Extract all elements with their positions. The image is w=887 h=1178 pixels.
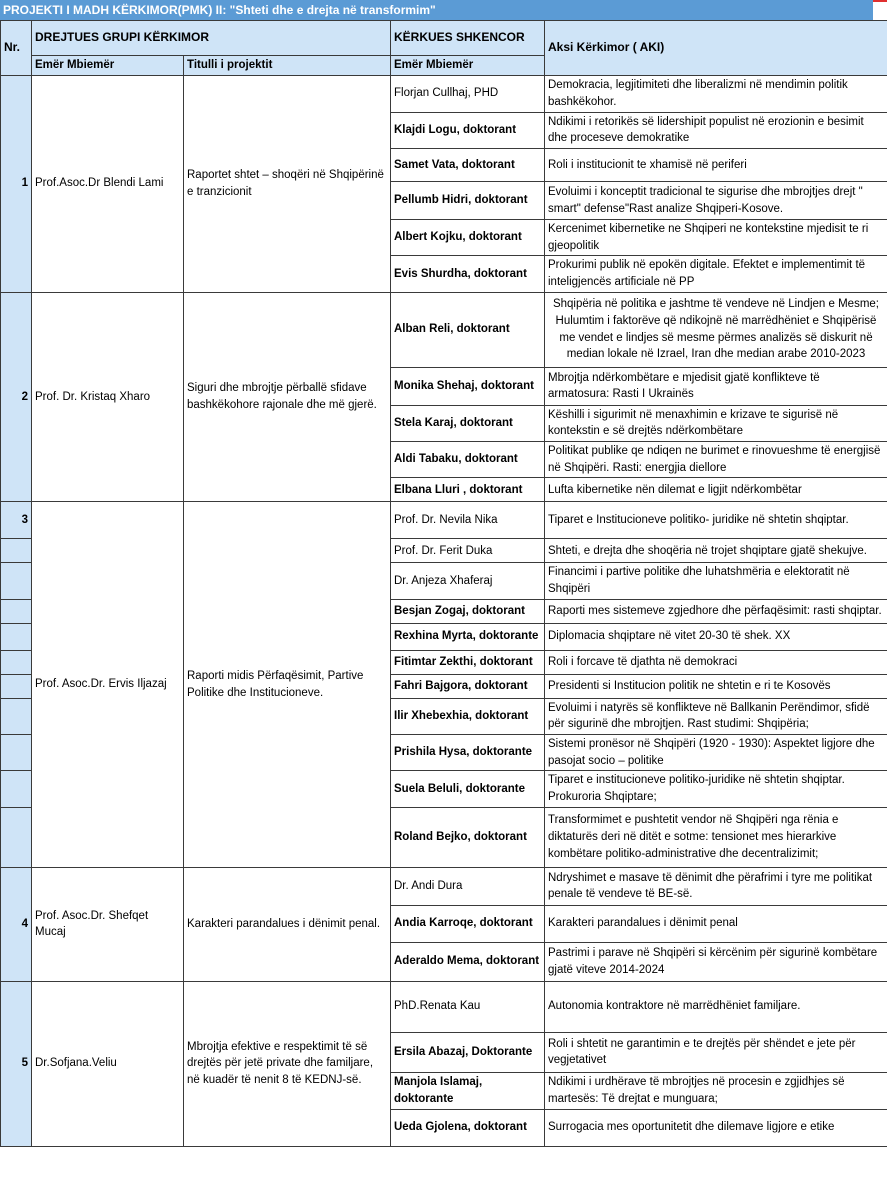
researcher-name: Aldi Tabaku, doktorant: [391, 442, 545, 478]
researcher-name: Andia Karroqe, doktorant: [391, 905, 545, 942]
research-axis: Evoluimi i natyrës së konfliktеve në Ballkanin Perëndimor, sfidë për sigurinë dhe mbrojtjen. Rast studimi: Shqipëria;: [545, 698, 887, 734]
researcher-name: Prof. Dr. Nevila Nika: [391, 502, 545, 539]
research-axis: Surrogacia mes oportunitetit dhe dilemave ligjore e etike: [545, 1109, 887, 1146]
researcher-name: Fahri Bajgora, doktorant: [391, 674, 545, 698]
research-axis: Autonomia kontraktore në marrëdhëniet familjare.: [545, 981, 887, 1032]
project-title: Karakteri parandalues i dënimit penal.: [184, 867, 391, 981]
header-name: Emër Mbiemër: [32, 56, 184, 76]
table-row: [1, 981, 887, 1032]
project-title: Mbrojtja efektive e respektimit të së drejtës për jetë private dhe familjare, në kuadër të nenit 8 të KEDNJ-së.: [184, 981, 391, 1146]
research-axis: Tiparet e Institucioneve politiko- juridike në shtetin shqiptar.: [545, 502, 887, 539]
group-number: [1, 539, 32, 563]
researcher-name: Dr. Andi Dura: [391, 867, 545, 905]
research-axis: Ndikimi i retorikës së lidershipit populist në erozionin e besimit dhe proceseve demokratike: [545, 112, 887, 148]
research-table: [0, 20, 887, 1147]
group-number: [1, 650, 32, 674]
researcher-name: Prishila Hysa, doktorante: [391, 735, 545, 771]
project-title: Raportet shtet – shoqëri në Shqipërinë e tranzicionit: [184, 75, 391, 292]
researcher-name: Ilir Xhebexhia, doktorant: [391, 698, 545, 734]
research-axis: Roli i shtetit ne garantimin e te drejtës për shëndet e jete për vegjetativet: [545, 1032, 887, 1072]
research-axis: Ndryshimet e masave të dënimit dhe përafrimi i tyre me politikat penale të vendeve të BE-së.: [545, 867, 887, 905]
table-row: [1, 292, 887, 367]
research-axis: Roli i forcave të djathta në demokraci: [545, 650, 887, 674]
research-axis: Financimi i partive politike dhe luhatshmëria e elektoratit në Shqipëri: [545, 563, 887, 599]
researcher-name: Albert Kojku, doktorant: [391, 220, 545, 256]
research-axis: Presidenti si Institucion politik ne shtetin e ri te Kosovës: [545, 674, 887, 698]
researcher-name: Rexhina Myrta, doktorante: [391, 623, 545, 650]
group-number: 3: [1, 502, 32, 539]
research-axis: Karakteri parandalues i dënimit penal: [545, 905, 887, 942]
researcher-name: Suela Beluli, doktorante: [391, 771, 545, 807]
research-axis: Prokurimi publik në epokën digitale. Efektet e implementimit të inteligjencës artificiale në PP: [545, 256, 887, 292]
researcher-name: PhD.Renata Kau: [391, 981, 545, 1032]
research-axis: Transformimet e pushtetit vendor në Shqipëri nga rënia e diktaturës deri në ditët e sotme: tensionet mes hierarkive kombëtare politiko-administrative dhe decentralizimit;: [545, 807, 887, 867]
page-title: PROJEKTI I MADH KËRKIMOR(PMK) II: "Shteti dhe e drejta në transformim": [0, 0, 873, 20]
project-title: Siguri dhe mbrojtje përballë sfidave bashkëkohore rajonale dhe më gjerë.: [184, 292, 391, 502]
group-number: [1, 698, 32, 734]
group-number: 4: [1, 867, 32, 981]
group-number: [1, 807, 32, 867]
researcher-name: Besjan Zogaj, doktorant: [391, 599, 545, 623]
research-axis: Ndikimi i urdhërave të mbrojtjes në procesin e zgjidhjes së martesës: Të drejtat e munguara;: [545, 1072, 887, 1109]
header-project: Titulli i projektit: [184, 56, 391, 76]
researcher-name: Pellumb Hidri, doktorant: [391, 182, 545, 220]
group-number: [1, 563, 32, 599]
researcher-name: Alban Reli, doktorant: [391, 292, 545, 367]
research-axis: Shqipëria në politika e jashtme të vendeve në Lindjen e Mesme; Hulumtim i faktorëve që ndikojnë në marrëdhëniet e Shqipërisë me vendet e lindjes së mesme përmes analizës së diskurit në median lokale në Izrael, Iran dhe median arabe 2010-2023: [545, 292, 887, 367]
group-leader: Dr.Sofjana.Veliu: [32, 981, 184, 1146]
research-axis: Diplomacia shqiptare në vitet 20-30 të shek. XX: [545, 623, 887, 650]
title-bar: [0, 0, 887, 20]
header-axis: Aksi Kërkimor ( AKI): [545, 21, 887, 76]
header-nr: Nr.: [1, 21, 32, 76]
research-axis: Shteti, e drejta dhe shoqëria në trojet shqiptare gjatë shekujve.: [545, 539, 887, 563]
group-leader: Prof. Dr. Kristaq Xharo: [32, 292, 184, 502]
researcher-name: Samet Vata, doktorant: [391, 149, 545, 182]
researcher-name: Dr. Anjeza Xhaferaj: [391, 563, 545, 599]
group-number: 5: [1, 981, 32, 1146]
research-axis: Sistemi pronësor në Shqipëri (1920 - 1930): Aspektet ligjore dhe pasojat socio – politike: [545, 735, 887, 771]
researcher-name: Monika Shehaj, doktorant: [391, 367, 545, 405]
researcher-name: Florjan Cullhaj, PHD: [391, 75, 545, 112]
research-axis: Këshilli i sigurimit në menaxhimin e krizave te sigurisë në kontekstin e së drejtës ndërkombëtare: [545, 405, 887, 441]
table-row: [1, 867, 887, 905]
header-researcher: KËRKUES SHKENCOR: [391, 21, 545, 56]
research-axis: Kercenimet kibernetike ne Shqiperi ne kontekstine mjedisit te ri gjeopolitik: [545, 220, 887, 256]
group-number: [1, 623, 32, 650]
researcher-name: Fitimtar Zekthi, doktorant: [391, 650, 545, 674]
researcher-name: Ersila Abazaj, Doktorante: [391, 1032, 545, 1072]
table-body: [1, 75, 887, 1146]
group-leader: Prof. Asoc.Dr. Shefqet Mucaj: [32, 867, 184, 981]
corner-accent: [873, 0, 887, 2]
project-title: Raporti midis Përfaqësimit, Partive Politike dhe Institucioneve.: [184, 502, 391, 867]
group-number: [1, 771, 32, 807]
research-axis: Raporti mes sistemeve zgjedhore dhe përfaqësimit: rasti shqiptar.: [545, 599, 887, 623]
researcher-name: Evis Shurdha, doktorant: [391, 256, 545, 292]
researcher-name: Aderaldo Mema, doktorant: [391, 942, 545, 981]
research-axis: Mbrojtja ndërkombëtare e mjedisit gjatë konfliktеve të armatosura: Rasti I Ukrainës: [545, 367, 887, 405]
research-axis: Roli i institucionit te xhamisë në periferi: [545, 149, 887, 182]
table-row: [1, 75, 887, 112]
group-number: [1, 674, 32, 698]
group-number: 1: [1, 75, 32, 292]
research-axis: Lufta kibernetike nën dilemat e ligjit ndërkombëtar: [545, 478, 887, 502]
research-axis: Demokracia, legjitimiteti dhe liberalizmi në mendimin politik bashkëkohor.: [545, 75, 887, 112]
research-axis: Tiparet e institucioneve politiko-juridike në shtetin shqiptar. Prokuroria Shqiptare;: [545, 771, 887, 807]
group-leader: Prof. Asoc.Dr. Ervis Iljazaj: [32, 502, 184, 867]
group-number: [1, 735, 32, 771]
research-axis: Politikat publike qe ndiqen ne burimet e rinovueshme të energjisë në Shqipëri. Rasti: energjia diellore: [545, 442, 887, 478]
group-number: 2: [1, 292, 32, 502]
research-axis: Pastrimi i parave në Shqipëri si kërcënim për sigurinë kombëtare gjatë viteve 2014-2024: [545, 942, 887, 981]
researcher-name: Stela Karaj, doktorant: [391, 405, 545, 441]
research-axis: Evoluimi i konceptit tradicional te sigurise dhe mbrojtjes drejt " smart" defense"Rast analize Shqiperi-Kosove.: [545, 182, 887, 220]
group-number: [1, 599, 32, 623]
researcher-name: Ueda Gjolena, doktorant: [391, 1109, 545, 1146]
header-group: DREJTUES GRUPI KËRKIMOR: [32, 21, 391, 56]
researcher-name: Roland Bejko, doktorant: [391, 807, 545, 867]
researcher-name: Klajdi Logu, doktorant: [391, 112, 545, 148]
group-leader: Prof.Asoc.Dr Blendi Lami: [32, 75, 184, 292]
researcher-name: Elbana Lluri , doktorant: [391, 478, 545, 502]
table-row: [1, 502, 887, 539]
header-researcher-name: Emër Mbiemër: [391, 56, 545, 76]
researcher-name: Manjola Islamaj, doktorante: [391, 1072, 545, 1109]
researcher-name: Prof. Dr. Ferit Duka: [391, 539, 545, 563]
